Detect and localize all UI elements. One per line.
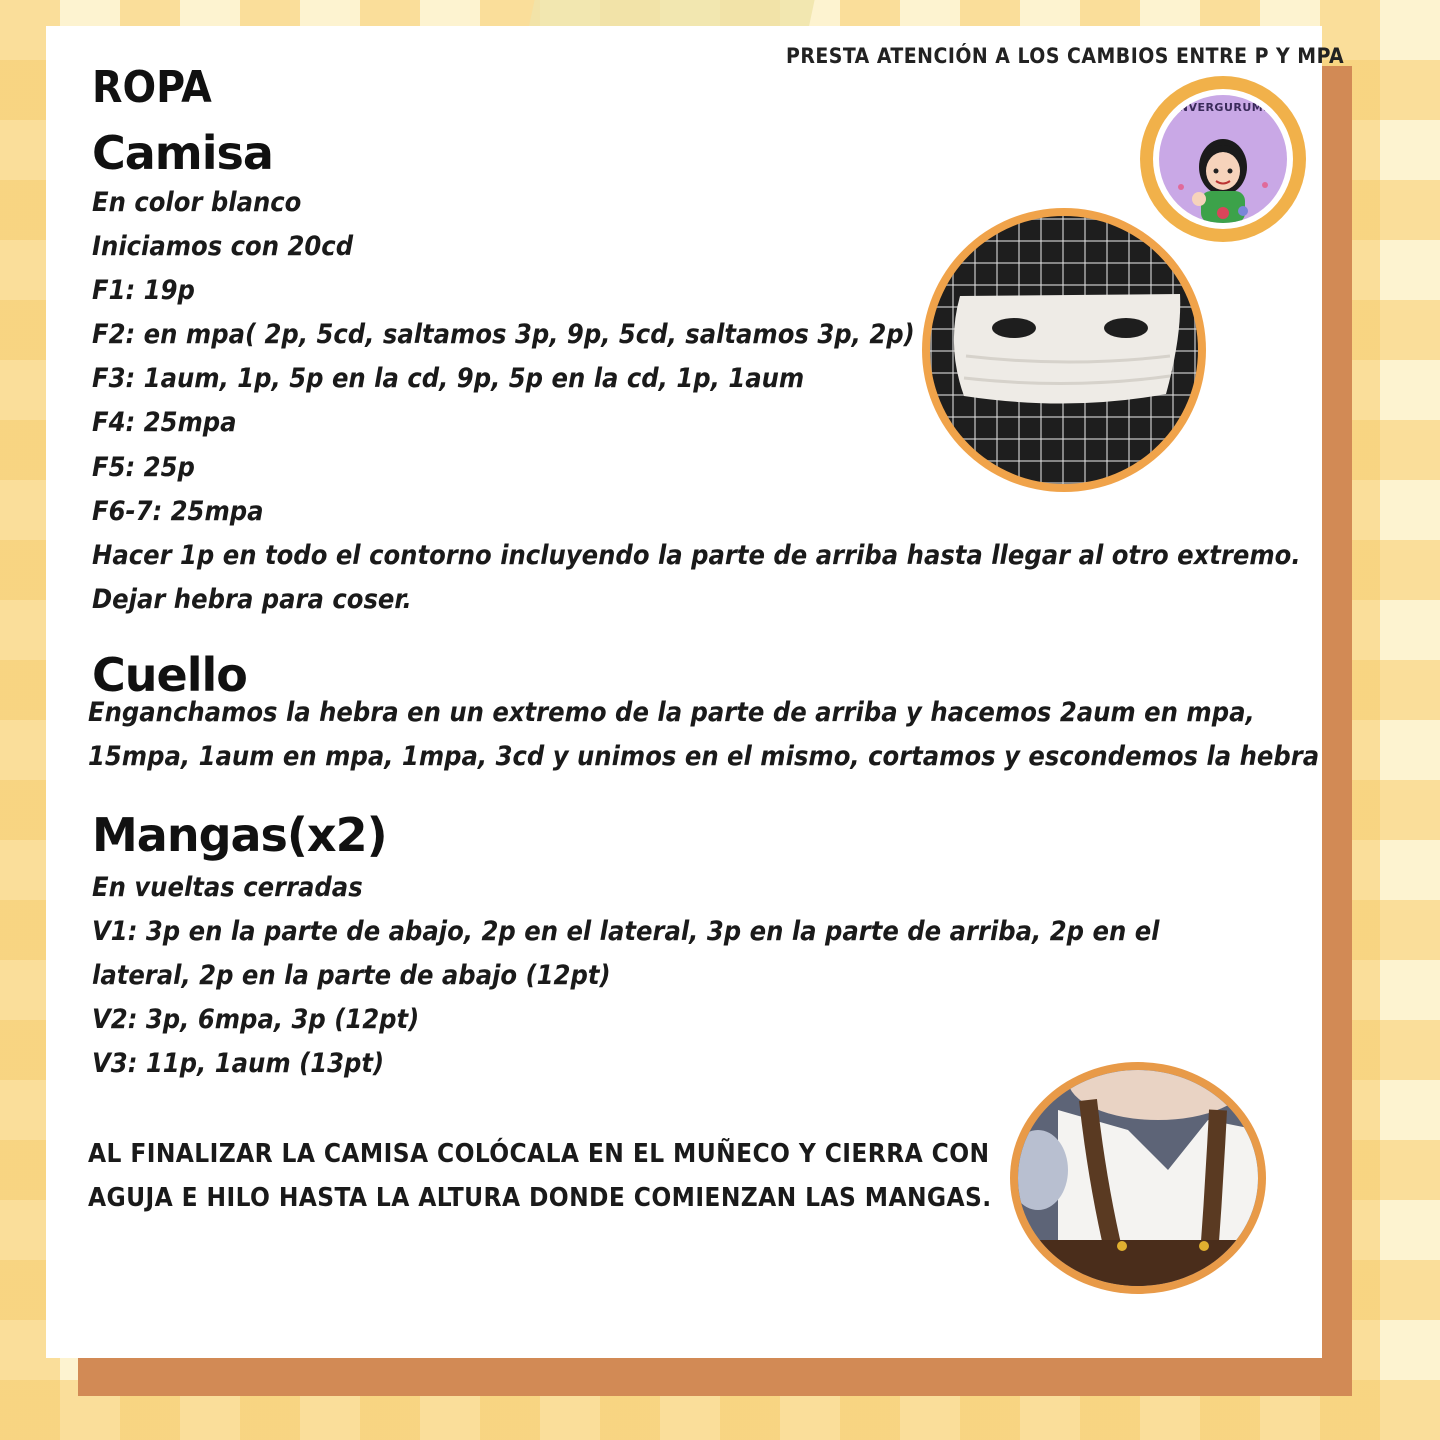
instruction-line: Hacer 1p en todo el contorno incluyendo la parte de arriba hasta llegar al otro extremo.	[92, 539, 1301, 571]
instruction-line: F1: 19p	[92, 275, 195, 307]
instruction-line: En color blanco	[92, 187, 302, 218]
instruction-line: V2: 3p, 6mpa, 3p (12pt)	[92, 1004, 420, 1036]
mangas-instructions	[92, 866, 1160, 1086]
instruction-line: Enganchamos la hebra en un extremo de la parte de arriba y hacemos 2aum en mpa,	[88, 697, 1255, 728]
section-heading-camisa: Camisa	[92, 126, 273, 180]
instruction-line: Iniciamos con 20cd	[92, 231, 354, 263]
final-note-line: AGUJA E HILO HASTA LA ALTURA DONDE COMIENZAN LAS MANGAS.	[88, 1183, 992, 1213]
instruction-line: Dejar hebra para coser.	[92, 583, 412, 615]
instruction-line: En vueltas cerradas	[92, 872, 363, 903]
brand-logo-text: ANVERGURUMIS	[1169, 101, 1277, 114]
page-title: ROPA	[92, 62, 212, 113]
instruction-line: F5: 25p	[92, 451, 195, 483]
instruction-line: F2: en mpa( 2p, 5cd, saltamos 3p, 9p, 5cd, saltamos 3p, 2p)	[92, 319, 915, 351]
instruction-line: F3: 1aum, 1p, 5p en la cd, 9p, 5p en la cd, 1p, 1aum	[92, 363, 805, 395]
instruction-line: F4: 25mpa	[92, 407, 237, 439]
section-heading-cuello: Cuello	[92, 648, 247, 702]
final-note-line: AL FINALIZAR LA CAMISA COLÓCALA EN EL MUÑECO Y CIERRA CON	[88, 1139, 990, 1169]
doll-shirt-illustration	[1018, 1070, 1258, 1286]
header-note: PRESTA ATENCIÓN A LOS CAMBIOS ENTRE P Y MPA	[786, 44, 1345, 68]
instruction-line: 15mpa, 1aum en mpa, 1mpa, 3cd y unimos en el mismo, cortamos y escondemos la hebra	[88, 741, 1320, 773]
instruction-line: V1: 3p en la parte de abajo, 2p en el lateral, 3p en la parte de arriba, 2p en el	[92, 916, 1160, 948]
final-instructions	[88, 1132, 992, 1220]
camisa-photo	[922, 208, 1206, 492]
section-heading-mangas: Mangas(x2)	[92, 808, 387, 862]
instruction-line: lateral, 2p en la parte de abajo (12pt)	[92, 960, 611, 992]
doll-shirt-photo	[1010, 1062, 1266, 1294]
cuello-instructions	[88, 691, 1319, 779]
crochet-shirt-piece-illustration	[930, 216, 1198, 484]
instruction-line: V3: 11p, 1aum (13pt)	[92, 1048, 385, 1080]
instruction-line: F6-7: 25mpa	[92, 495, 264, 527]
